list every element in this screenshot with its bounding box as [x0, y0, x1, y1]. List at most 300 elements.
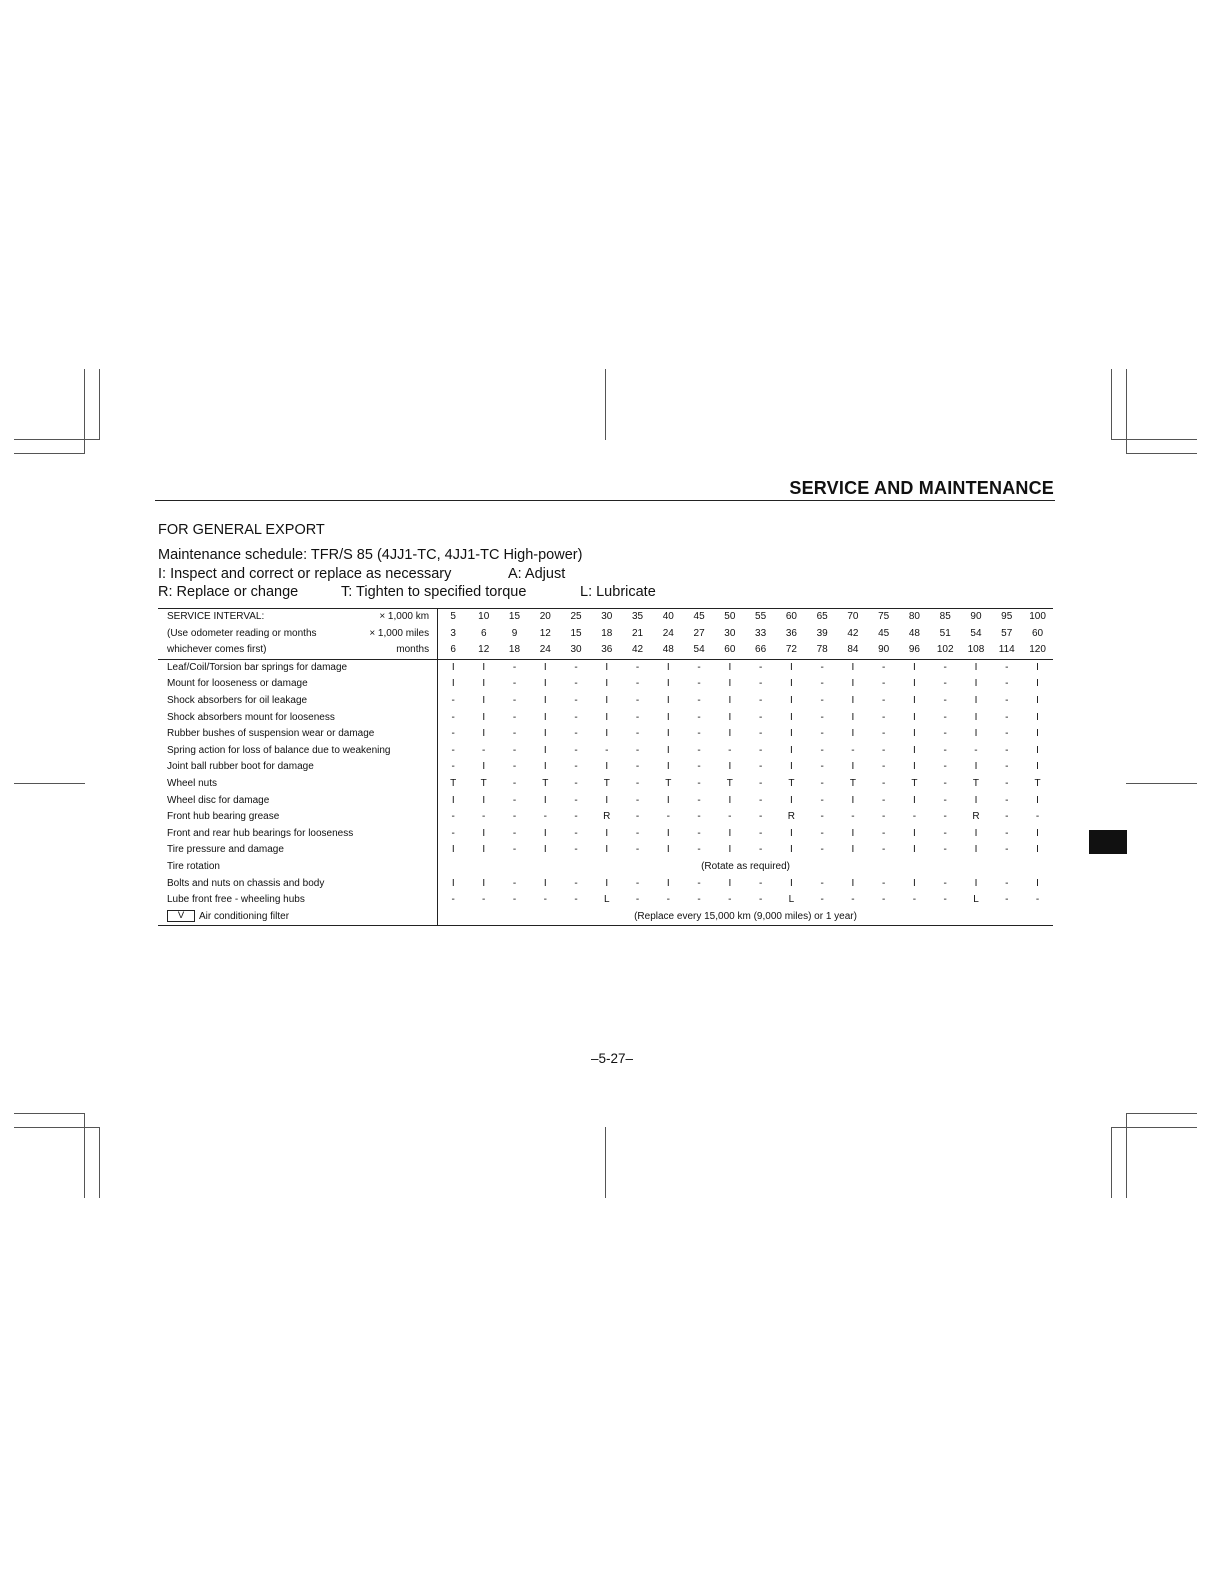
schedule-cell: I [666, 678, 670, 690]
schedule-cell: - [882, 877, 886, 889]
maintenance-item-label: Spring action for loss of balance due to weakening [167, 744, 391, 756]
schedule-cell: T [450, 777, 457, 789]
interval-months-cell: 12 [468, 642, 499, 659]
schedule-cell: - [635, 744, 640, 756]
schedule-cell: - [635, 794, 640, 806]
table-row [158, 892, 1053, 909]
legend-replace: R: Replace or change [158, 584, 299, 600]
schedule-cell: - [943, 678, 947, 690]
schedule-cell: - [482, 811, 486, 823]
header-row-miles [158, 626, 1053, 643]
schedule-cell: - [974, 744, 978, 756]
schedule-cell: I [451, 877, 455, 889]
maintenance-item-label: Wheel disc for damage [167, 794, 270, 806]
maintenance-item [158, 726, 438, 743]
interval-miles-cell: 24 [662, 627, 674, 639]
schedule-cell: - [574, 761, 578, 773]
interval-months-cell: 42 [622, 642, 653, 659]
schedule-cell: - [882, 694, 886, 706]
schedule-cell: - [820, 844, 824, 856]
schedule-cell: T [726, 777, 733, 789]
interval-km-cell: 35 [622, 609, 653, 626]
schedule-cell: T [788, 777, 795, 789]
schedule-cell: - [1005, 794, 1009, 806]
table-row [158, 826, 1053, 843]
maintenance-item-label: Lube front free - wheeling hubs [167, 894, 305, 906]
interval-miles-cell: 27 [693, 627, 705, 639]
schedule-cell: - [574, 744, 578, 756]
schedule-cell: - [1005, 877, 1009, 889]
schedule-cell: I [789, 728, 793, 740]
schedule-cell: I [728, 794, 732, 806]
schedule-cell: I [913, 728, 916, 740]
schedule-cell: I [543, 661, 547, 673]
interval-km-cell: 60 [776, 609, 807, 626]
crop-mark [14, 453, 85, 454]
interval-km-cell: 10 [468, 609, 499, 626]
interval-miles-cell: 3 [450, 627, 456, 639]
schedule-cell: I [913, 827, 916, 839]
schedule-cell: I [666, 877, 670, 889]
schedule-cell: I [543, 827, 547, 839]
maintenance-item [158, 842, 438, 859]
interval-miles-cell: 51 [939, 627, 951, 639]
schedule-cell: I [789, 827, 793, 839]
schedule-cell: I [789, 877, 793, 889]
schedule-cell: I [789, 844, 793, 856]
schedule-cell: - [1005, 661, 1009, 673]
schedule-cell: I [913, 694, 916, 706]
schedule-cell: I [851, 711, 855, 723]
schedule-cell: I [1036, 711, 1039, 723]
schedule-cell: - [697, 661, 701, 673]
schedule-cell: I [974, 877, 978, 889]
schedule-cell: - [451, 827, 455, 839]
schedule-cell: - [912, 894, 917, 906]
schedule-cell: - [697, 744, 701, 756]
interval-months-cell: 114 [991, 642, 1022, 659]
crop-mark [14, 783, 85, 784]
unit-months: months [357, 642, 437, 659]
interval-note-line2: whichever comes first) [158, 642, 357, 659]
schedule-cell: - [574, 711, 578, 723]
schedule-cell: - [1035, 894, 1040, 906]
unit-km: × 1,000 km [357, 609, 437, 626]
schedule-cell: I [1036, 844, 1039, 856]
schedule-cell: - [635, 711, 640, 723]
schedule-cell: - [758, 894, 763, 906]
schedule-cell: - [697, 877, 701, 889]
schedule-cell: I [913, 877, 916, 889]
schedule-cell: - [451, 711, 455, 723]
schedule-cell: - [512, 678, 517, 690]
schedule-cell: I [666, 694, 670, 706]
schedule-cell: - [635, 877, 640, 889]
interval-months-cell: 6 [438, 642, 469, 659]
schedule-cell: I [728, 661, 732, 673]
schedule-cell: - [1005, 761, 1009, 773]
table-row [158, 909, 1053, 926]
schedule-cell: I [543, 678, 547, 690]
schedule-cell: I [974, 694, 978, 706]
schedule-cell: - [1005, 744, 1009, 756]
maintenance-item-label: Mount for looseness or damage [167, 678, 308, 690]
schedule-cell: I [789, 678, 793, 690]
maintenance-item [158, 659, 438, 676]
table-row [158, 726, 1053, 743]
schedule-cell: - [943, 894, 947, 906]
schedule-cell: - [574, 877, 578, 889]
region-subtitle: FOR GENERAL EXPORT [158, 522, 325, 538]
schedule-cell: - [574, 777, 578, 789]
schedule-cell: - [758, 844, 763, 856]
schedule-cell: I [605, 844, 609, 856]
schedule-cell: T [972, 777, 980, 789]
maintenance-item [158, 876, 438, 893]
schedule-cell: - [697, 827, 701, 839]
schedule-cell: R [972, 811, 980, 823]
schedule-cell: - [882, 661, 886, 673]
schedule-cell: - [697, 711, 701, 723]
schedule-cell: - [1005, 728, 1009, 740]
schedule-cell: I [482, 728, 486, 740]
maintenance-item [158, 809, 438, 826]
schedule-cell: I [543, 844, 547, 856]
schedule-note: (Rotate as required) [701, 860, 790, 872]
schedule-cell: I [666, 827, 670, 839]
interval-months-cell: 102 [930, 642, 961, 659]
schedule-cell: - [820, 711, 824, 723]
crop-mark [1111, 1127, 1197, 1128]
maintenance-item-label: Rubber bushes of suspension wear or damage [167, 728, 375, 740]
schedule-cell: I [913, 844, 916, 856]
maintenance-item-label: Wheel nuts [167, 777, 218, 789]
table-row [158, 859, 1053, 876]
table-row [158, 693, 1053, 710]
interval-months-cell: 90 [868, 642, 899, 659]
crop-mark [14, 1113, 85, 1114]
schedule-cell: L [604, 894, 610, 906]
schedule-cell: I [913, 711, 916, 723]
schedule-cell: - [820, 877, 824, 889]
interval-km-cell: 5 [438, 609, 469, 626]
schedule-cell: I [482, 761, 486, 773]
maintenance-schedule-table [158, 608, 1053, 926]
schedule-cell: - [635, 827, 640, 839]
schedule-cell: - [574, 894, 578, 906]
interval-miles-cell: 6 [480, 627, 487, 639]
interval-months-cell: 24 [530, 642, 561, 659]
crop-mark [1126, 1113, 1127, 1198]
schedule-cell: - [1005, 844, 1009, 856]
crop-mark [14, 1127, 100, 1128]
interval-km-cell: 65 [807, 609, 838, 626]
schedule-cell: - [728, 744, 732, 756]
interval-miles-cell: 33 [755, 627, 767, 639]
interval-months-cell: 120 [1022, 642, 1053, 659]
interval-miles-cell: 30 [724, 627, 736, 639]
schedule-cell: - [697, 811, 701, 823]
maintenance-item [158, 759, 438, 776]
schedule-cell: - [1005, 894, 1009, 906]
schedule-cell: - [512, 827, 517, 839]
schedule-cell: - [635, 694, 640, 706]
legend-inspect: I: Inspect and correct or replace as necessary [158, 566, 452, 582]
schedule-cell: I [451, 844, 455, 856]
schedule-cell: - [851, 894, 855, 906]
header-row-months [158, 642, 1053, 659]
schedule-cell: - [512, 761, 517, 773]
interval-km-cell: 55 [745, 609, 776, 626]
schedule-cell: - [635, 728, 640, 740]
schedule-cell: - [697, 678, 701, 690]
schedule-cell: - [820, 678, 824, 690]
schedule-cell: - [943, 661, 947, 673]
maintenance-item-label: Tire rotation [167, 860, 220, 872]
schedule-cell: - [512, 744, 517, 756]
schedule-cell: - [758, 827, 763, 839]
schedule-cell: T [1034, 777, 1041, 789]
schedule-cell: I [728, 678, 732, 690]
interval-miles-cell: 36 [785, 627, 797, 639]
schedule-cell: I [851, 794, 855, 806]
schedule-cell: - [512, 694, 517, 706]
schedule-cell: I [789, 661, 793, 673]
header-rule [155, 500, 1055, 501]
schedule-cell: - [697, 844, 701, 856]
schedule-cell: - [697, 894, 701, 906]
schedule-cell: - [882, 761, 886, 773]
schedule-note: (Replace every 15,000 km (9,000 miles) or 1 year) [438, 909, 1053, 926]
schedule-cell: I [1036, 661, 1039, 673]
schedule-cell: - [758, 794, 763, 806]
schedule-cell: I [974, 678, 978, 690]
schedule-cell: - [697, 761, 701, 773]
schedule-cell: L [788, 894, 795, 906]
table-row [158, 759, 1053, 776]
schedule-cell: I [728, 827, 732, 839]
schedule-cell: - [943, 694, 947, 706]
schedule-cell: - [943, 794, 947, 806]
interval-km-cell: 15 [499, 609, 530, 626]
schedule-cell: I [974, 661, 978, 673]
table-row [158, 809, 1053, 826]
schedule-cell: I [851, 728, 855, 740]
schedule-cell: - [574, 811, 578, 823]
schedule-cell: - [758, 728, 763, 740]
schedule-cell: - [943, 761, 947, 773]
schedule-cell: - [543, 811, 547, 823]
schedule-cell: I [543, 877, 547, 889]
interval-months-cell: 60 [714, 642, 745, 659]
maintenance-item [158, 859, 438, 876]
schedule-cell: - [728, 894, 732, 906]
schedule-cell: - [882, 894, 886, 906]
schedule-cell: I [543, 794, 547, 806]
crop-mark [1111, 1127, 1112, 1198]
interval-months-cell: 54 [684, 642, 715, 659]
crop-mark [1126, 783, 1197, 784]
interval-km-cell: 50 [714, 609, 745, 626]
schedule-cell: I [1036, 827, 1039, 839]
crop-mark [605, 369, 606, 440]
schedule-cell: - [758, 761, 763, 773]
schedule-cell: - [943, 744, 947, 756]
schedule-cell: I [851, 678, 855, 690]
schedule-cell: - [451, 694, 455, 706]
crop-mark [84, 369, 85, 454]
table-row [158, 659, 1053, 676]
schedule-cell: I [482, 844, 486, 856]
interval-km-cell: 80 [899, 609, 930, 626]
schedule-cell: I [605, 728, 609, 740]
page-number: –5-27– [590, 1051, 634, 1066]
schedule-cell: - [666, 894, 670, 906]
schedule-cell: I [605, 694, 609, 706]
schedule-cell: - [512, 728, 517, 740]
schedule-cell: - [943, 711, 947, 723]
schedule-cell: I [851, 694, 855, 706]
schedule-cell: I [974, 827, 978, 839]
service-interval-label: SERVICE INTERVAL: [158, 609, 357, 626]
interval-miles-cell: 57 [1001, 627, 1013, 639]
interval-months-cell: 72 [776, 642, 807, 659]
interval-km-cell: 20 [530, 609, 561, 626]
table-row [158, 776, 1053, 793]
schedule-cell: - [943, 728, 947, 740]
schedule-cell: I [482, 711, 486, 723]
schedule-cell: I [482, 661, 486, 673]
schedule-cell: - [697, 728, 701, 740]
v-badge: V [167, 910, 195, 922]
schedule-cell: - [512, 777, 517, 789]
schedule-cell: I [1036, 694, 1039, 706]
legend-adjust: A: Adjust [508, 566, 566, 582]
maintenance-item-label: Shock absorbers mount for looseness [167, 711, 335, 723]
interval-months-cell: 30 [561, 642, 592, 659]
crop-mark [1111, 369, 1112, 440]
legend-row [158, 566, 1058, 584]
schedule-cell: - [482, 744, 486, 756]
schedule-cell: I [1036, 744, 1039, 756]
maintenance-item-label: Front hub bearing grease [167, 811, 280, 823]
schedule-cell: - [1035, 811, 1040, 823]
interval-months-cell: 96 [899, 642, 930, 659]
interval-months-cell: 108 [961, 642, 992, 659]
interval-miles-cell: 12 [539, 627, 551, 639]
schedule-cell: I [666, 761, 670, 773]
schedule-cell: - [451, 811, 455, 823]
schedule-cell: I [789, 761, 793, 773]
table-row [158, 793, 1053, 810]
interval-miles-cell: 54 [970, 627, 982, 639]
schedule-cell: I [1036, 877, 1039, 889]
maintenance-item [158, 793, 438, 810]
schedule-cell: - [574, 728, 578, 740]
crop-mark [1126, 369, 1127, 454]
schedule-cell: I [605, 661, 609, 673]
table-row [158, 842, 1053, 859]
schedule-cell: - [882, 728, 886, 740]
schedule-cell: I [543, 711, 547, 723]
interval-km-cell: 30 [591, 609, 622, 626]
schedule-cell: - [943, 827, 947, 839]
schedule-cell: - [451, 894, 455, 906]
header-row-km [158, 609, 1053, 626]
schedule-cell: - [635, 678, 640, 690]
schedule-cell: I [451, 678, 455, 690]
schedule-cell: - [512, 661, 517, 673]
schedule-cell: - [451, 761, 455, 773]
schedule-cell: T [542, 777, 549, 789]
schedule-cell: I [1036, 794, 1039, 806]
schedule-cell: I [666, 844, 670, 856]
schedule-cell: - [697, 694, 701, 706]
schedule-cell: T [911, 777, 918, 789]
schedule-cell: - [882, 678, 886, 690]
schedule-cell: I [666, 794, 670, 806]
schedule-cell: I [789, 794, 793, 806]
schedule-cell: - [943, 844, 947, 856]
schedule-cell: - [512, 711, 517, 723]
schedule-cell: I [913, 761, 916, 773]
table-row [158, 743, 1053, 760]
schedule-cell: - [820, 761, 824, 773]
interval-miles-cell: 15 [570, 627, 582, 639]
schedule-cell: I [913, 661, 916, 673]
schedule-cell: - [882, 827, 886, 839]
schedule-cell: I [789, 711, 793, 723]
schedule-cell: - [512, 794, 517, 806]
section-title: SERVICE AND MAINTENANCE [789, 478, 1054, 498]
schedule-cell: I [728, 844, 732, 856]
schedule-cell: - [1005, 811, 1009, 823]
interval-miles-cell: 45 [878, 627, 890, 639]
crop-mark [14, 439, 100, 440]
interval-km-cell: 75 [868, 609, 899, 626]
schedule-cell: - [697, 777, 701, 789]
schedule-cell: I [605, 711, 609, 723]
crop-mark [99, 369, 100, 440]
schedule-cell: I [605, 827, 609, 839]
schedule-cell: I [974, 761, 978, 773]
schedule-title: Maintenance schedule: TFR/S 85 (4JJ1-TC, 4JJ1-TC High-power) [158, 547, 583, 563]
schedule-cell: - [882, 811, 886, 823]
interval-miles-cell: 9 [511, 627, 518, 639]
schedule-cell: - [574, 678, 578, 690]
schedule-cell: - [451, 728, 455, 740]
table-row [158, 876, 1053, 893]
schedule-cell: - [1005, 777, 1009, 789]
crop-mark [1126, 1113, 1197, 1114]
schedule-cell: I [451, 661, 455, 673]
schedule-cell: - [758, 777, 763, 789]
interval-miles-cell: 18 [601, 627, 613, 639]
schedule-cell: - [943, 877, 947, 889]
schedule-cell: I [913, 794, 916, 806]
schedule-cell: - [758, 694, 763, 706]
legend-lubricate: L: Lubricate [580, 584, 656, 600]
schedule-cell: I [666, 711, 670, 723]
schedule-cell: - [635, 811, 640, 823]
schedule-cell: I [543, 728, 547, 740]
schedule-cell: - [943, 777, 947, 789]
schedule-cell: I [482, 694, 486, 706]
crop-mark [99, 1127, 100, 1198]
interval-miles-cell: 60 [1032, 627, 1044, 639]
interval-km-cell: 95 [991, 609, 1022, 626]
schedule-cell: - [820, 661, 824, 673]
